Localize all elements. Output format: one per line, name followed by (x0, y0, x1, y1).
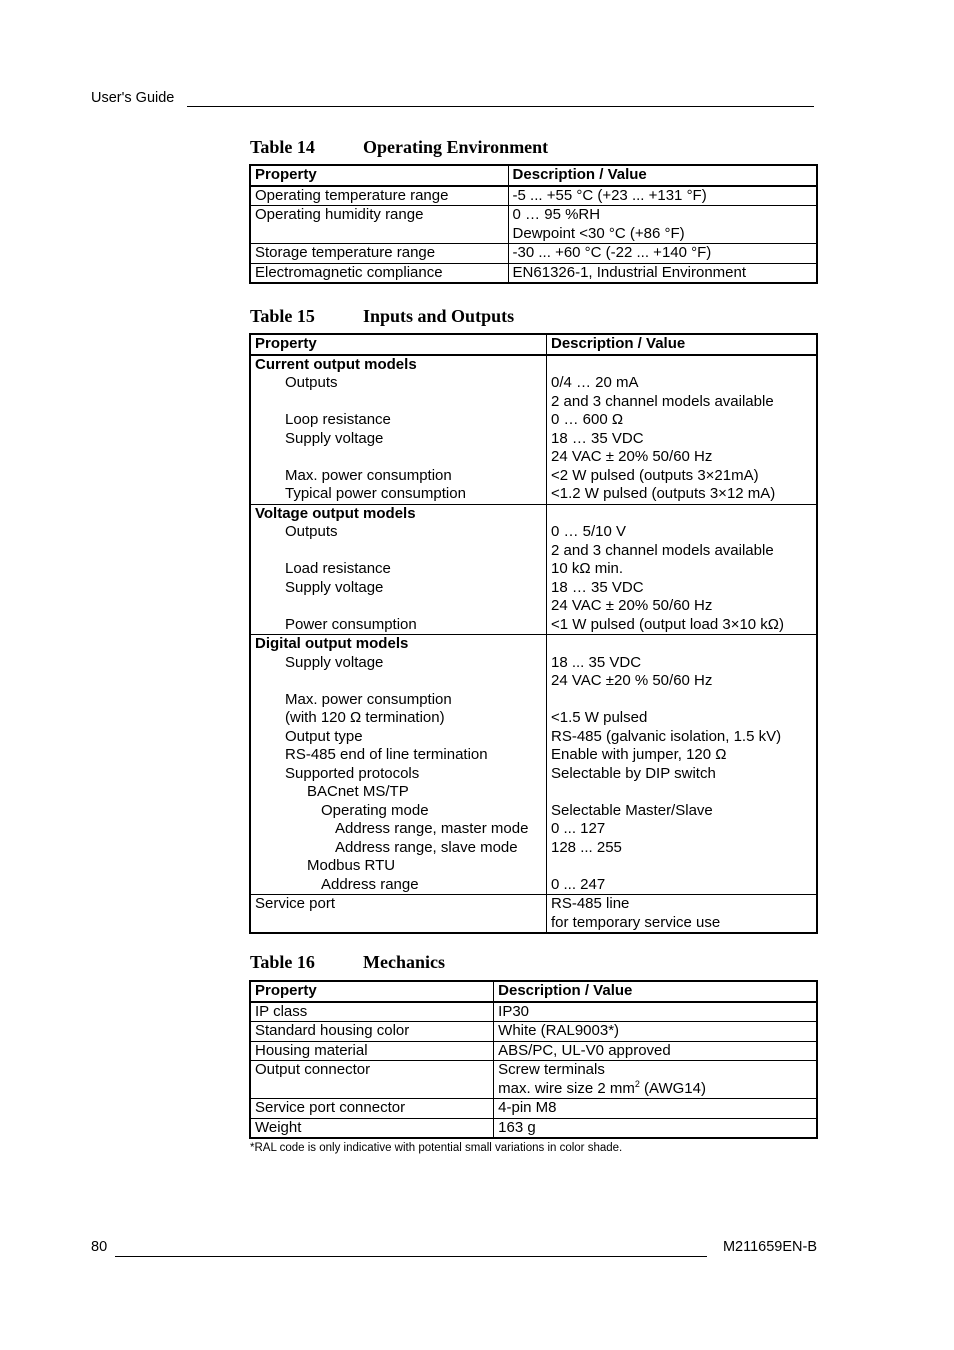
property-line: Output type (285, 727, 363, 745)
property-cell: Storage temperature range (250, 244, 508, 264)
property-cell: Electromagnetic compliance (250, 263, 508, 283)
value-cell (547, 895, 818, 934)
property-line (255, 393, 542, 412)
property-line: Power consumption (285, 615, 417, 633)
property-line: RS-485 end of line termination (285, 746, 488, 763)
table-row (250, 186, 817, 206)
table15-number: Table 15 (250, 306, 315, 326)
table15-header-property: Property (250, 334, 547, 355)
property-cell: IP class (250, 1002, 494, 1022)
value-line: Enable with jumper, 120 Ω (551, 746, 727, 763)
group-title: Voltage output models (255, 504, 416, 522)
value-line (551, 857, 812, 876)
value-line: for temporary service use (551, 913, 721, 931)
table15-header-value: Description / Value (547, 334, 818, 355)
value-line: 18 … 35 VDC (551, 578, 644, 596)
table15-caption (250, 306, 514, 327)
property-line: (with 120 Ω termination) (285, 709, 445, 726)
table16-header-row (250, 981, 817, 1002)
table15-header-row (250, 334, 817, 355)
group-row-current (250, 355, 817, 505)
property-cell: Standard housing color (250, 1022, 494, 1042)
property-line: Address range, master mode (335, 820, 529, 837)
page-header (91, 90, 174, 106)
value-line: <1.5 W pulsed (551, 709, 648, 726)
table-row (250, 1061, 817, 1099)
group-row-voltage (250, 504, 817, 635)
value-cell: IP30 (494, 1002, 817, 1022)
value-line (551, 505, 812, 524)
value-cell: -30 ... +60 °C (-22 ... +140 °F) (508, 244, 817, 264)
property-line: Max. power consumption (285, 466, 452, 484)
property-line: Outputs (285, 523, 338, 540)
value-line: 10 kΩ min. (551, 560, 624, 577)
value-line: 18 … 35 VDC (551, 429, 644, 447)
table14-title: Operating Environment (363, 137, 549, 157)
table-row (250, 1118, 817, 1138)
property-cell: Weight (250, 1118, 494, 1138)
value-line: 0 … 95 %RH (512, 206, 601, 223)
value-line: 18 ... 35 VDC (551, 653, 642, 671)
value-cell: -5 ... +55 °C (+23 ... +131 °F) (508, 186, 817, 206)
property-line (255, 672, 542, 691)
property-line: Supply voltage (285, 429, 384, 447)
group-row-digital (250, 635, 817, 895)
page-number: 80 (91, 1239, 108, 1255)
table14-header-value: Description / Value (508, 165, 817, 186)
footer-rule (115, 1242, 707, 1257)
value-line: Screw terminals (498, 1061, 605, 1078)
property-line: Supply voltage (285, 578, 384, 596)
value-line: 24 VAC ±20 % 50/60 Hz (551, 672, 713, 689)
value-cell (547, 635, 818, 895)
value-cell (547, 355, 818, 505)
property-line (255, 448, 542, 467)
value-line: Dewpoint <30 °C (+86 °F) (512, 224, 685, 242)
value-cell (547, 504, 818, 635)
table16-title: Mechanics (363, 952, 445, 972)
value-line: RS-485 (galvanic isolation, 1.5 kV) (551, 727, 782, 745)
property-cell: Housing material (250, 1041, 494, 1061)
value-line: 0 … 5/10 V (551, 523, 627, 540)
property-line: BACnet MS/TP (307, 783, 409, 800)
property-cell (250, 504, 547, 635)
value-line (551, 783, 812, 802)
value-line: 0 ... 127 (551, 820, 606, 837)
superscript: 2 (634, 1078, 640, 1089)
header-text: User's Guide (91, 90, 175, 106)
value-line: <1.2 W pulsed (outputs 3×12 mA) (551, 485, 776, 502)
table14-caption (250, 137, 548, 158)
table-row (250, 244, 817, 264)
table14-number: Table 14 (250, 137, 315, 157)
property-line: Address range (321, 875, 419, 893)
property-line: Typical power consumption (285, 485, 466, 502)
value-cell: White (RAL9003*) (494, 1022, 817, 1042)
table16 (249, 980, 818, 1139)
value-line: 2 and 3 channel models available (551, 392, 774, 410)
table-row (250, 263, 817, 283)
value-cell (494, 1061, 817, 1099)
header-rule (187, 92, 814, 107)
value-line: Selectable Master/Slave (551, 801, 713, 819)
value-line: <2 W pulsed (outputs 3×21mA) (551, 466, 759, 484)
value-line: 2 and 3 channel models available (551, 541, 774, 559)
property-cell: Output connector (250, 1061, 494, 1099)
table15 (249, 333, 818, 934)
value-line: 0 … 600 Ω (551, 411, 624, 428)
value-cell (508, 206, 817, 244)
value-line: 24 VAC ± 20% 50/60 Hz (551, 597, 713, 614)
table14-header-property: Property (250, 165, 508, 186)
property-cell: Service port (250, 895, 547, 934)
value-text: (AWG14) (639, 1079, 706, 1097)
table-row (250, 1099, 817, 1119)
value-line (551, 356, 812, 375)
table-row (250, 206, 817, 244)
property-cell (250, 635, 547, 895)
table16-caption (250, 952, 445, 973)
group-title: Current output models (255, 355, 417, 373)
property-cell (250, 355, 547, 505)
value-line (551, 691, 812, 710)
table14-header-row (250, 165, 817, 186)
value-line (551, 635, 812, 654)
value-line: 24 VAC ± 20% 50/60 Hz (551, 448, 713, 465)
table16-header-value: Description / Value (494, 981, 817, 1002)
table-row (250, 1022, 817, 1042)
value-line: RS-485 line (551, 895, 630, 912)
table16-number: Table 16 (250, 952, 315, 972)
table-row (250, 1002, 817, 1022)
value-line: <1 W pulsed (output load 3×10 kΩ) (551, 615, 785, 633)
property-line (255, 597, 542, 616)
value-cell: 163 g (494, 1118, 817, 1138)
property-line: Supported protocols (285, 764, 420, 782)
property-cell: Operating humidity range (250, 206, 508, 244)
document-code: M211659EN-B (722, 1239, 817, 1255)
value-line: 0/4 … 20 mA (551, 374, 639, 391)
table-row (250, 895, 817, 934)
property-line: Outputs (285, 374, 338, 391)
table15-title: Inputs and Outputs (363, 306, 515, 326)
property-line: Load resistance (285, 560, 391, 577)
group-title: Digital output models (255, 635, 409, 652)
property-cell: Operating temperature range (250, 186, 508, 206)
table16-footnote: *RAL code is only indicative with potential small variations in color shade. (250, 1142, 623, 1154)
value-line (498, 1080, 812, 1099)
table-row (250, 1041, 817, 1061)
property-line: Loop resistance (285, 411, 391, 428)
value-line: 128 ... 255 (551, 838, 622, 856)
value-text: max. wire size 2 mm (498, 1079, 635, 1097)
value-line: 0 ... 247 (551, 875, 606, 893)
property-line: Supply voltage (285, 653, 384, 671)
property-line: Address range, slave mode (335, 838, 518, 856)
value-line: Selectable by DIP switch (551, 764, 716, 782)
value-cell: EN61326-1, Industrial Environment (508, 263, 817, 283)
table16-header-property: Property (250, 981, 494, 1002)
table14 (249, 164, 818, 284)
property-line: Max. power consumption (285, 690, 452, 708)
property-line: Operating mode (321, 801, 429, 819)
value-cell: ABS/PC, UL-V0 approved (494, 1041, 817, 1061)
property-line (255, 542, 542, 561)
property-cell: Service port connector (250, 1099, 494, 1119)
property-line: Modbus RTU (307, 857, 396, 874)
value-cell: 4-pin M8 (494, 1099, 817, 1119)
